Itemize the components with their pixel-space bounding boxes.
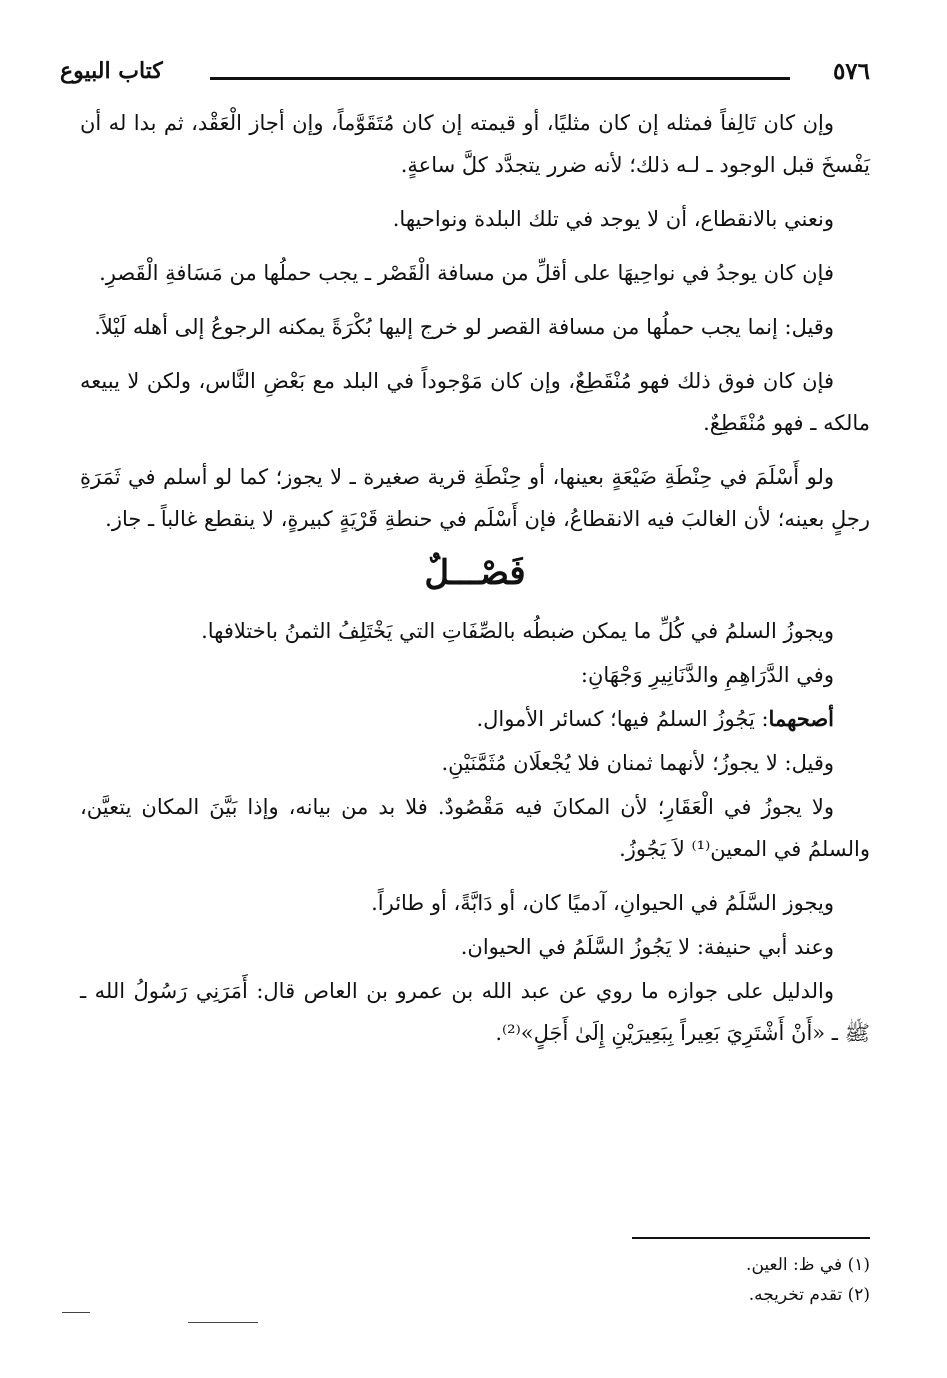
asahhuhuma-text: : يَجُوزُ السلمُ فيها؛ كسائر الأموال.: [476, 707, 769, 731]
page-number: ٥٧٦: [832, 58, 870, 85]
paragraph: ويجوز السَّلَمُ في الحيوانِ، آدميًا كان، أو دَابَّةً، أو طائراً.: [371, 891, 834, 915]
paragraph: وقيل: لا يجوزُ؛ لأنهما ثمنان فلا يُجْعلَان مُثَمَّنَيْنِ.: [441, 751, 834, 775]
paragraph: [80, 698, 870, 740]
paragraph: ولا يجوزُ في الْعَقَارِ؛ لأن المكانَ فيه مَقْصُودٌ. فلا بد من بيانه، وإذا بَيَّنَ المكان يتعيَّن، والسلمُ في المعين⁽¹⁾ لاَ يَجُوزُ.: [80, 795, 870, 861]
footnote-rule: [632, 1237, 870, 1239]
section-heading: فَصْـــلٌ: [424, 553, 526, 593]
footnotes: [400, 1250, 870, 1310]
paragraph: وعند أبي حنيفة: لا يَجُوزُ السَّلَمُ في الحيوان.: [460, 935, 834, 959]
paragraph: وقيل: إنما يجب حملُها من مسافة القصر لو خرج إليها بُكْرَةً يمكنه الرجوعُ إلى أهله لَيْلاً.: [94, 315, 834, 339]
asahhuhuma-label: أصحهما: [768, 706, 834, 731]
scan-mark: [188, 1322, 258, 1323]
book-title: كتاب البيوع: [60, 58, 163, 84]
paragraph: ونعني بالانقطاع، أن لا يوجد في تلك البلدة ونواحيها.: [392, 207, 834, 231]
paragraph: ويجوزُ السلمُ في كُلِّ ما يمكن ضبطُه بالصِّفَاتِ التي يَخْتَلِفُ الثمنُ باختلافها.: [201, 619, 834, 643]
paragraph: ولو أَسْلَمَ في حِنْطَةِ ضَيْعَةٍ بعينها، أو حِنْطَةِ قرية صغيرة ـ لا يجوز؛ كما لو أسلم في ثَمَرَةِ رجلٍ بعينه؛ لأن الغالبَ فيه الانقطاعُ، فإن أَسْلَم في حنطةِ قَرْيَةٍ كبيرةٍ، لا ينقطع غالباً ـ جاز.: [80, 465, 870, 531]
paragraph: فإن كان يوجدُ في نواحِيهَا على أقلِّ من مسافة الْقَصْر ـ يجب حملُها من مَسَافةِ الْقَصرِ.: [99, 261, 834, 285]
footnote: (١) في ظ: العين.: [746, 1255, 870, 1275]
footnote: (٢) تقدم تخريجه.: [748, 1285, 870, 1305]
paragraph: وإن كان تَالِفاً فمثله إن كان مثليًا، أو قيمته إن كان مُتَقَوَّماً، وإن أجاز الْعَقْد، ثم بدا له أن يَفْسخَ قبل الوجود ـ لـه ذلك؛ لأنه ضرر يتجدَّد كلَّ ساعةٍ.: [80, 111, 870, 177]
paragraph: فإن كان فوق ذلك فهو مُنْقَطِعٌ، وإن كان مَوْجوداً في البلد مع بَعْضِ النَّاس، ولكن لا يبيعه مالكه ـ فهو مُنْقَطِعٌ.: [80, 369, 870, 435]
page-header: [60, 58, 870, 92]
paragraph: وفي الدَّرَاهِمِ والدَّنَانِيرِ وَجْهَانِ:: [580, 663, 834, 687]
scan-mark: [62, 1312, 90, 1313]
header-rule: [210, 77, 790, 80]
main-text: [80, 102, 870, 1056]
paragraph: والدليل على جوازه ما روي عن عبد الله بن عمرو بن العاص قال: أَمَرَنِي رَسُولُ الله ـ ﷺ ـ «أَنْ أَشْتَرِيَ بَعِيراً بِبَعِيرَيْنِ إِلَىٰ أَجَلٍ»⁽²⁾.: [80, 979, 870, 1045]
